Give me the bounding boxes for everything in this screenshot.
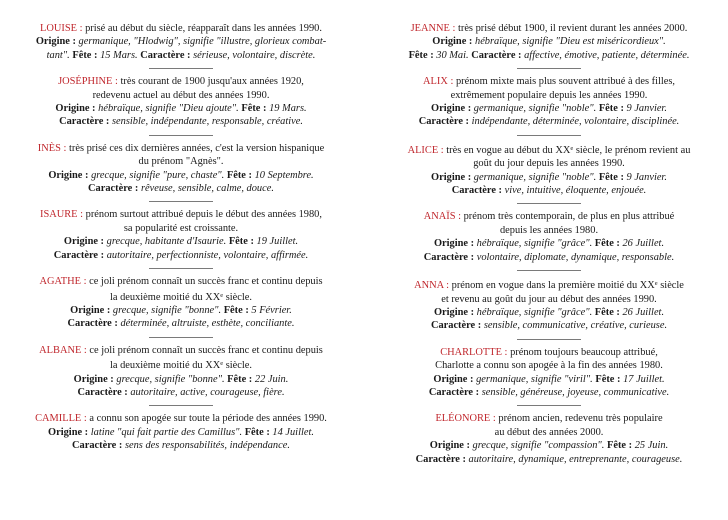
entry-eleonore: ELÉONORE : prénom ancien, redevenu très populaire au début des années 2000. Origine : grecque, signifie "compassion". Fête : 25 Juin. Caractère : autoritaire, dynamique, entreprenante, courageuse. <box>415 413 683 465</box>
entry-josephine: JOSÉPHINE : très courant de 1900 jusqu'aux années 1920, redevenu actuel au début des années 1990. Origine : hébraïque, signifie "Dieu ajoute". Fête : 19 Mars. Caractère : sensible, indépendante, responsable, créative. <box>55 76 307 128</box>
name-camille: CAMILLE <box>35 413 82 425</box>
separator <box>149 268 213 269</box>
entry-ines: INÈS : très prisé ces dix dernières années, c'est la version hispanique du prénom "Agnès". Origine : grecque, signifie "pure, chaste". Fête : 10 Septembre. Caractère : rêveuse, sensible, calme, douce. <box>37 142 325 195</box>
separator <box>149 68 213 69</box>
entry-albane: ALBANE : ce joli prénom connaît un succès franc et continu depuis la deuxième moitié du XXe siècle. Origine : grecque, signifie "bonne". Fête : 22 Juin. Caractère : autoritaire, active, courageuse, fière. <box>39 344 323 398</box>
entry-camille: CAMILLE : a connu son apogée sur toute la période des années 1990. Origine : latine "qui fait partie des Camillus". Fête : 14 Juillet. Caractère : sens des responsabilités, indépendance. <box>35 413 327 452</box>
entry-charlotte: CHARLOTTE : prénom toujours beaucoup attribué, Charlotte a connu son apogée à la fin des années 1980. Origine : germanique, signifie "viril". Fête : 17 Juillet. Caractère : sensible, généreuse, joyeuse, communicative. <box>428 346 670 398</box>
separator <box>517 405 581 406</box>
name-eleonore: ELÉONORE <box>435 413 491 425</box>
separator <box>517 270 581 271</box>
entry-alice: ALICE : très en vogue au début du XXe siècle, le prénom revient au goût du jour depuis les années 1990. Origine : germanique, signifie "noble". Fête : 9 Janvier. Caractère : vive, intuitive, éloquente, enjouée. <box>407 144 691 197</box>
left-column <box>34 22 328 453</box>
entry-jeanne: JEANNE : très prisé début 1900, il revient durant les années 2000. Origine : hébraïque, signifie "Dieu est miséricordieux". Fête : 30 Mai. Caractère : affective, émotive, patiente, déterminée. <box>408 23 690 61</box>
entry-anna: ANNA : prénom en vogue dans la première moitié du XXe siècle et revenu au goût du jour au début des années 1990. Origine : hébraïque, signifie "grâce". Fête : 26 Juillet. Caractère : sensible, communicative, créative, curieuse. <box>414 280 684 332</box>
separator <box>517 135 581 136</box>
separator <box>517 339 581 340</box>
name-ines: INÈS <box>37 142 61 154</box>
right-column <box>402 22 696 466</box>
name-agathe: AGATHE <box>39 276 81 288</box>
entry-agathe: AGATHE : ce joli prénom connaît un succès franc et continu depuis la deuxième moitié du XXe siècle. Origine : grecque, signifie "bonne". Fête : 5 Février. Caractère : déterminée, altruiste, esthète, conciliante. <box>39 276 323 330</box>
separator <box>149 135 213 136</box>
name-jeanne: JEANNE <box>410 23 450 34</box>
entry-isaure: ISAURE : prénom surtout attribué depuis le début des années 1980, sa popularité est croissante. Origine : grecque, habitante d'Isaurie. Fête : 19 Juillet. Caractère : autoritaire, perfectionniste, volontaire, affirmée. <box>40 209 322 261</box>
name-louise: LOUISE <box>40 23 77 34</box>
separator <box>149 201 213 202</box>
separator <box>149 337 213 338</box>
name-anna: ANNA <box>414 280 444 292</box>
entry-alix: ALIX : prénom mixte mais plus souvent attribué à des filles, extrêmement populaire depuis les années 1990. Origine : germanique, signifie "noble". Fête : 9 Janvier. Caractère : indépendante, déterminée, volontaire, disciplinée. <box>418 76 680 128</box>
name-anais: ANAÏS <box>423 211 456 223</box>
separator <box>149 405 213 406</box>
name-albane: ALBANE <box>39 344 82 356</box>
entry-louise: LOUISE : prisé au début du siècle, réapparaît dans les années 1990. Origine : germanique, "Hlodwig", signifie "illustre, glorieux combat- tant". Fête : 15 Mars. Caractère : sérieuse, volontaire, discrète. <box>35 23 327 61</box>
name-josephine: JOSÉPHINE <box>58 76 113 88</box>
separator <box>517 68 581 69</box>
separator <box>517 203 581 204</box>
entry-anais: ANAÏS : prénom très contemporain, de plus en plus attribué depuis les années 1980. Origine : hébraïque, signifie "grâce". Fête : 26 Juillet. Caractère : volontaire, diplomate, dynamique, responsable. <box>423 211 675 263</box>
name-alice: ALICE <box>407 144 439 156</box>
name-charlotte: CHARLOTTE <box>440 346 502 358</box>
name-alix: ALIX <box>423 76 448 88</box>
name-isaure: ISAURE <box>40 209 78 221</box>
